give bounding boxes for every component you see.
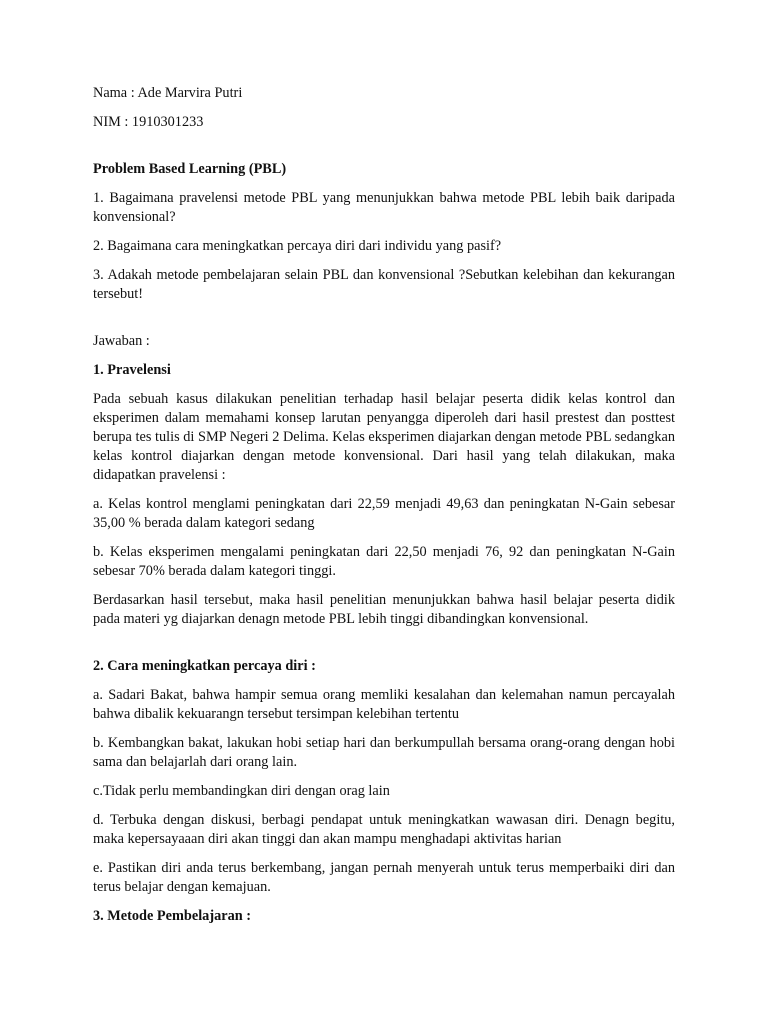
answer1-point-b: b. Kelas eksperimen mengalami peningkatan dari 22,50 menjadi 76, 92 dan peningkatan N-Gain sebesar 70% berada dalam kategori tinggi. <box>93 544 675 579</box>
answer2-point-d: d. Terbuka dengan diskusi, berbagi pendapat untuk meningkatkan wawasan diri. Denagn begitu, maka kepersayaaan diri akan tinggi dan akan mampu menghadapi aktivitas harian <box>93 812 675 847</box>
answer2-heading: 2. Cara meningkatkan percaya diri : <box>93 658 316 674</box>
question-3: 3. Adakah metode pembelajaran selain PBL dan konvensional ?Sebutkan kelebihan dan kekurangan tersebut! <box>93 267 675 302</box>
question-2: 2. Bagaimana cara meningkatkan percaya diri dari individu yang pasif? <box>93 238 502 254</box>
question-1: 1. Bagaimana pravelensi metode PBL yang menunjukkan bahwa metode PBL lebih baik daripada konvensional? <box>93 190 675 225</box>
answer1-point-a: a. Kelas kontrol menglami peningkatan dari 22,59 menjadi 49,63 dan peningkatan N-Gain sebesar 35,00 % berada dalam kategori sedang <box>93 496 675 531</box>
student-name: Nama : Ade Marvira Putri <box>93 85 243 101</box>
answer2-point-e: e. Pastikan diri anda terus berkembang, jangan pernah menyerah untuk terus memperbaiki diri dan terus belajar dengan kemajuan. <box>93 860 675 895</box>
document-page <box>93 84 675 926</box>
answer1-heading: 1. Pravelensi <box>93 362 171 378</box>
answer1-intro: Pada sebuah kasus dilakukan penelitian terhadap hasil belajar peserta didik kelas kontrol dan eksperimen dalam memahami konsep larutan penyangga diperoleh dari hasil prestest dan posttest berupa tes tulis di SMP Negeri 2 Delima. Kelas eksperimen diajarkan dengan metode PBL sedangkan kelas kontrol diajarkan dengan metode konvensional. Dari hasil yang telah dilakukan, maka didapatkan pravelensi : <box>93 391 675 483</box>
answer-label: Jawaban : <box>93 333 150 349</box>
answer2-point-a: a. Sadari Bakat, bahwa hampir semua orang memliki kesalahan dan kelemahan namun percayalah bahwa dibalik kekuarangn tersebut tersimpan kelebihan tertentu <box>93 687 675 722</box>
answer2-point-b: b. Kembangkan bakat, lakukan hobi setiap hari dan berkumpullah bersama orang-orang dengan hobi sama dan belajarlah dari orang lain. <box>93 735 675 770</box>
student-nim: NIM : 1910301233 <box>93 114 204 130</box>
answer2-point-c: c.Tidak perlu membandingkan diri dengan orag lain <box>93 783 390 799</box>
answer1-conclusion: Berdasarkan hasil tersebut, maka hasil penelitian menunjukkan bahwa hasil belajar peserta didik pada materi yg diajarkan denagn metode PBL lebih tinggi dibandingkan konvensional. <box>93 592 675 627</box>
section-title: Problem Based Learning (PBL) <box>93 161 287 177</box>
answer3-heading: 3. Metode Pembelajaran : <box>93 908 252 924</box>
